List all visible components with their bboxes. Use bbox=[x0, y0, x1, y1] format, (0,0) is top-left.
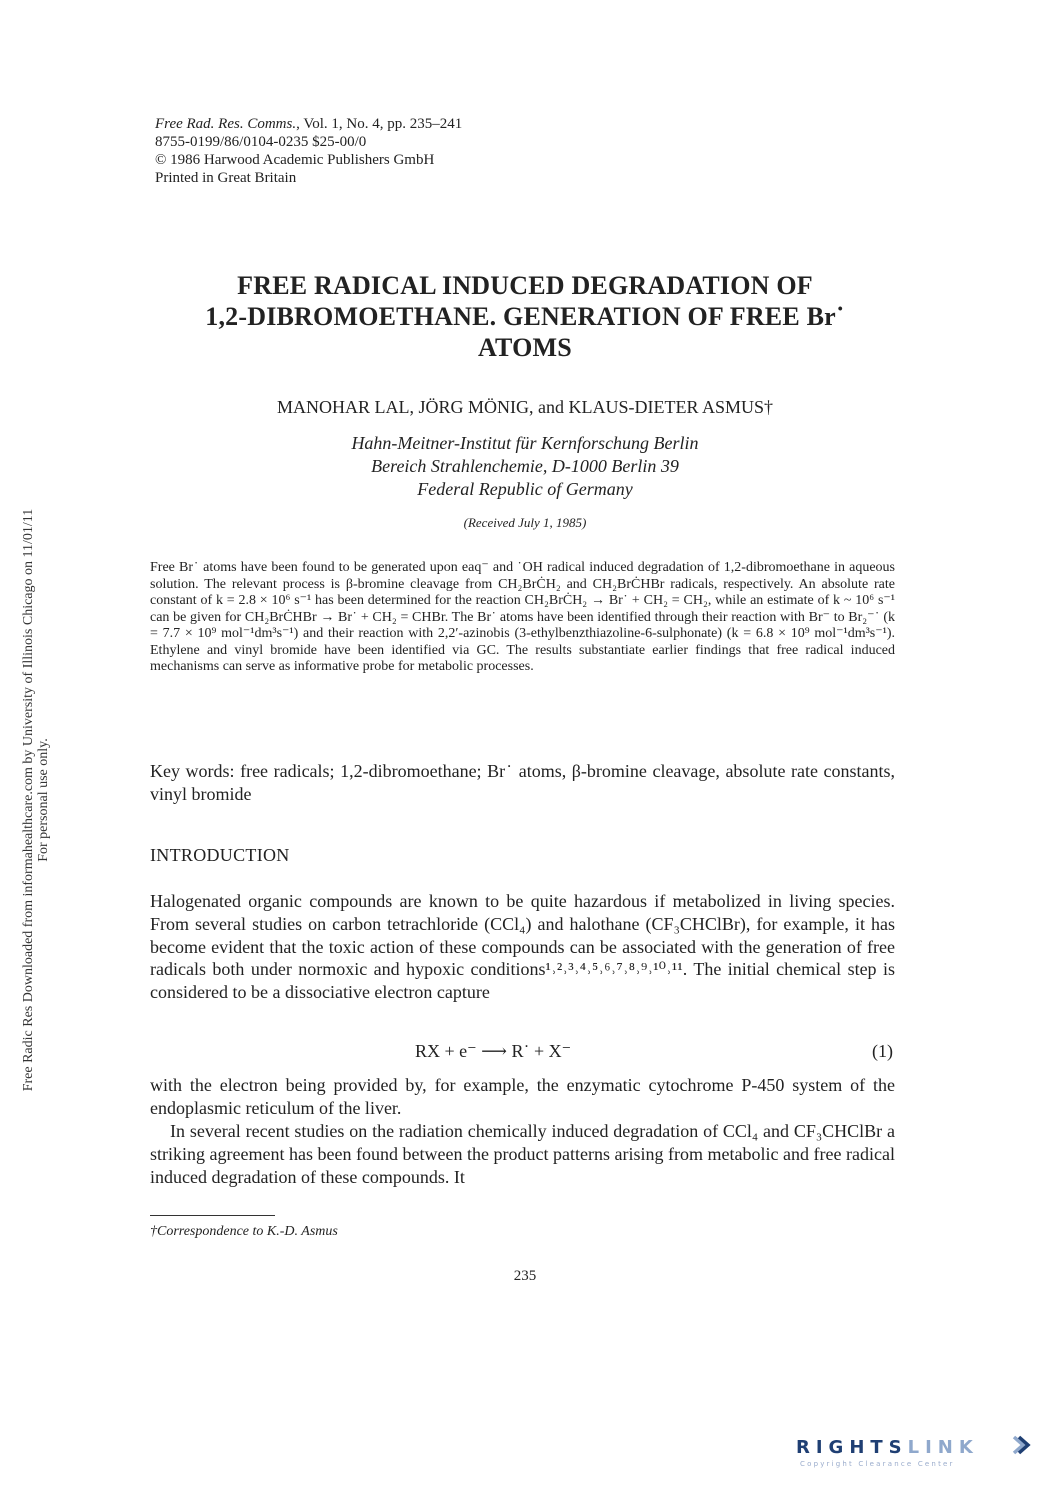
journal-printed: Printed in Great Britain bbox=[155, 170, 297, 186]
rightslink-logo[interactable] bbox=[796, 1437, 979, 1458]
watermark-line-2: For personal use only. bbox=[36, 738, 51, 862]
abstract: Free Br˙ atoms have been found to be generated upon eaq⁻ and ˙OH radical induced degradation of 1,2-dibromoethane in aqueous solution. The relevant process is β-bromine cleavage from CH₂BrĊH₂ and CH₂BrĊHBr radicals, respectively. An absolute rate constant of k = 2.8 × 10⁶ s⁻¹ has been determined for the reaction CH₂BrĊH₂ → Br˙ + CH₂ = CH₂, while an estimate of k ~ 10⁶ s⁻¹ can be given for CH₂BrĊHBr → Br˙ + CH₂ = CHBr. The Br˙ atoms have been identified through their reaction with Br⁻ to Br₂⁻˙ (k = 7.7 × 10⁹ mol⁻¹dm³s⁻¹) and their reaction with 2,2′-azinobis (3-ethylbenzthiazoline-6-sulphonate) (k = 6.8 × 10⁹ mol⁻¹dm³s⁻¹). Ethylene and vinyl bromide have been identified via GC. The results substantiate earlier findings that free radical induced mechanisms can serve as informative probe for metabolic processes. bbox=[150, 560, 895, 674]
watermark-line-1: Free Radic Res Downloaded from informahealthcare.com by University of Illinois Chicago on 11/01/11 bbox=[21, 508, 36, 1092]
title-line-1: FREE RADICAL INDUCED DEGRADATION OF bbox=[237, 271, 813, 300]
affiliation bbox=[120, 432, 930, 501]
paragraph-3: In several recent studies on the radiation chemically induced degradation of CCl₄ and CF₃CHClBr a striking agreement has been found between the product patterns arising from metabolic and free radical induced degradation of these compounds. It bbox=[150, 1121, 895, 1187]
section-heading-introduction: INTRODUCTION bbox=[150, 845, 290, 865]
paragraph-2: with the electron being provided by, for example, the enzymatic cytochrome P-450 system of the endoplasmic reticulum of the liver. bbox=[150, 1075, 895, 1118]
rightslink-arrow-icon bbox=[1010, 1434, 1032, 1461]
affiliation-line-3: Federal Republic of Germany bbox=[417, 479, 633, 499]
affiliation-line-1: Hahn-Meitner-Institut für Kernforschung Berlin bbox=[351, 433, 699, 453]
paper-title bbox=[120, 270, 930, 363]
rightslink-logo-light: LINK bbox=[907, 1437, 979, 1458]
equation-body: RX + e⁻ ⟶ R˙ + X⁻ bbox=[415, 1041, 572, 1061]
title-line-2: 1,2-DIBROMOETHANE. GENERATION OF FREE Br˙ bbox=[205, 302, 845, 331]
journal-name: Free Rad. Res. Comms. bbox=[155, 116, 297, 132]
journal-copyright: © 1986 Harwood Academic Publishers GmbH bbox=[155, 152, 435, 168]
journal-issn: 8755-0199/86/0104-0235 $25-00/0 bbox=[155, 134, 367, 150]
footnote-rule bbox=[150, 1215, 275, 1216]
download-watermark bbox=[21, 390, 51, 1210]
journal-line-1 bbox=[155, 115, 462, 133]
keywords: Key words: free radicals; 1,2-dibromoethane; Br˙ atoms, β-bromine cleavage, absolute rate constants, vinyl bromide bbox=[150, 761, 895, 804]
rightslink-logo-dark: RIGHTS bbox=[796, 1437, 908, 1458]
journal-volume: , Vol. 1, No. 4, pp. 235–241 bbox=[296, 116, 463, 132]
title-line-3: ATOMS bbox=[478, 333, 572, 362]
page-number: 235 bbox=[513, 1268, 537, 1284]
affiliation-line-2: Bereich Strahlenchemie, D-1000 Berlin 39 bbox=[371, 456, 679, 476]
rightslink-subtitle: Copyright Clearance Center bbox=[800, 1460, 955, 1468]
equation-1 bbox=[150, 1041, 895, 1065]
received-date: (Received July 1, 1985) bbox=[463, 515, 587, 530]
paragraph-1: Halogenated organic compounds are known to be quite hazardous if metabolized in living species. From several studies on carbon tetrachloride (CCl₄) and halothane (CF₃CHClBr), for example, it has become evident that the toxic action of these compounds can be associated with the generation of free radicals both under normoxic and hypoxic conditions¹˒²˒³˒⁴˒⁵˒⁶˒⁷˒⁸˒⁹˒¹⁰˒¹¹. The initial chemical step is considered to be a dissociative electron capture bbox=[150, 891, 895, 1003]
author-list: MANOHAR LAL, JÖRG MÖNIG, and KLAUS-DIETER ASMUS† bbox=[276, 397, 773, 417]
equation-number: (1) bbox=[872, 1041, 893, 1061]
journal-citation bbox=[155, 115, 462, 187]
footnote: †Correspondence to K.-D. Asmus bbox=[150, 1224, 338, 1239]
